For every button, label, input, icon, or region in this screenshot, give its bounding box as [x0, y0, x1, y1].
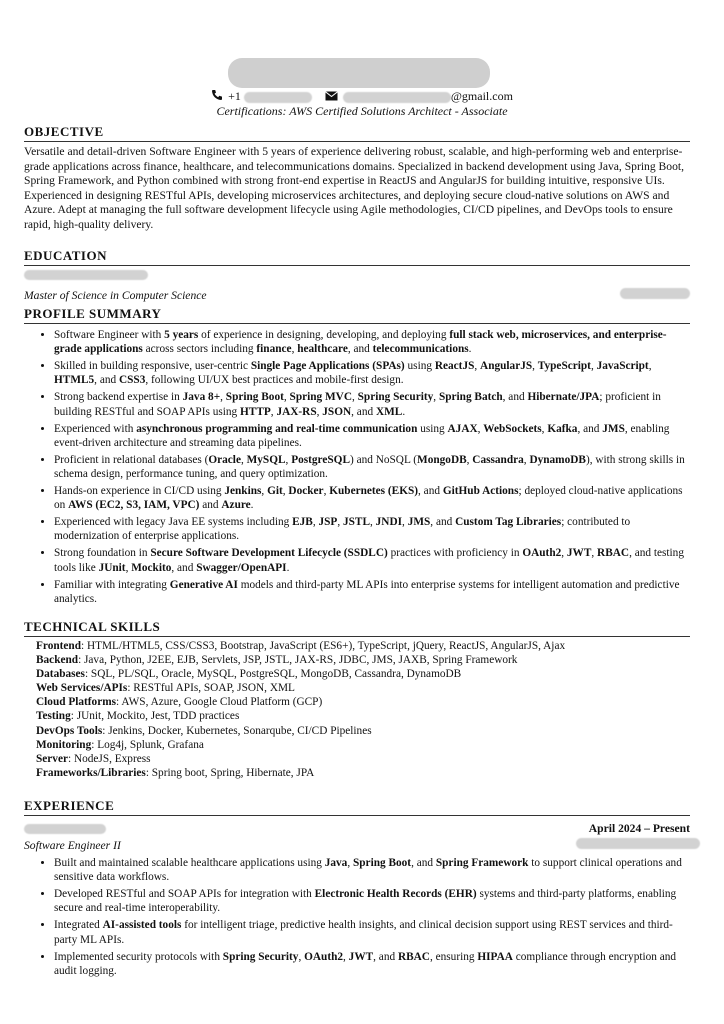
skill-values: : Jenkins, Docker, Kubernetes, Sonarqube, CI/CD Pipelines: [102, 724, 372, 737]
bold-term: Java 8+: [182, 391, 221, 404]
profile-summary-item: [54, 578, 690, 607]
profile-summary-item: [54, 328, 690, 357]
skill-values: : AWS, Azure, Google Cloud Platform (GCP): [116, 696, 323, 709]
skill-category: Monitoring: [36, 738, 92, 751]
skill-values: : JUnit, Mockito, Jest, TDD practices: [70, 710, 240, 723]
bold-term: healthcare: [297, 343, 348, 356]
bold-term: AngularJS: [480, 360, 533, 373]
bold-term: JUnit: [98, 561, 126, 574]
bold-term: Cassandra: [472, 453, 524, 466]
bold-term: Git: [267, 484, 283, 497]
section-title-objective: OBJECTIVE: [24, 124, 690, 142]
skill-category: Server: [36, 752, 68, 765]
text-segment: Strong backend expertise in: [54, 391, 183, 404]
skill-category: Frontend: [36, 640, 81, 652]
skill-category: Testing: [36, 710, 71, 723]
text-segment: models and third-party ML APIs into enterprise systems for intelligent automation and predictive analytics.: [54, 578, 680, 605]
bold-term: JSP: [318, 516, 338, 529]
text-segment: ,: [590, 360, 597, 373]
bold-term: OAuth2: [304, 950, 344, 963]
text-segment: , and: [411, 857, 436, 869]
experience-bullet: [54, 950, 690, 979]
experience-bullet: [54, 887, 690, 916]
text-segment: ,: [343, 950, 349, 963]
bold-term: JAX-RS: [276, 405, 317, 418]
bold-term: RBAC: [597, 547, 630, 560]
education-section: [24, 248, 690, 304]
text-segment: Strong foundation in: [54, 547, 151, 560]
bold-term: Spring Boot: [225, 391, 284, 404]
bold-term: Generative AI: [169, 578, 238, 591]
bold-term: JNDI: [375, 516, 403, 529]
text-segment: , and: [502, 391, 528, 404]
phone-contact: [211, 89, 312, 105]
bold-term: Single Page Applications (SPAs): [250, 360, 405, 373]
profile-summary-list: [24, 328, 690, 606]
redacted-school: [24, 270, 148, 280]
skill-category: DevOps Tools: [36, 724, 103, 737]
experience-bullet: [54, 918, 690, 947]
skill-row: [36, 667, 690, 681]
skill-category: Web Services/APIs: [36, 682, 128, 695]
bold-term: Spring Boot: [352, 857, 412, 869]
bold-term: Docker: [288, 484, 324, 497]
text-segment: using: [417, 422, 448, 435]
text-segment: Proficient in relational databases (: [54, 453, 209, 466]
text-segment: Software Engineer with: [54, 329, 165, 341]
text-segment: , ensuring: [429, 950, 478, 963]
text-segment: ,: [648, 360, 652, 373]
skill-values: : SQL, PL/SQL, Oracle, MySQL, PostgreSQL, MongoDB, Cassandra, DynamoDB: [84, 668, 462, 681]
text-segment: .: [402, 405, 406, 418]
objective-text: Versatile and detail-driven Software Engineer with 5 years of experience delivering robust, scalable, and high-performing web and enterprise-grade applications across finance, healthcare, and telecommunications domains. Specialized in backend development using Java, Spring Boot, Spring Framework, and Python combined with strong front-end expertise in ReactJS and AngularJS for building intuitive, responsive UIs. Experienced in designing RESTful APIs, developing microservices architectures, and deploying secure cloud-native solutions on AWS and Azure. Adept at managing the full software development lifecycle using Agile methodologies, CI/CD pipelines, and DevOps tools to ensure rapid, high-quality delivery.: [24, 145, 684, 231]
profile-summary-item: [54, 453, 690, 482]
experience-section: [24, 798, 690, 981]
profile-summary-item: [54, 359, 690, 388]
redacted-name: [228, 58, 490, 88]
text-segment: ,: [282, 484, 289, 497]
experience-bullet: [54, 856, 690, 885]
text-segment: ,: [312, 516, 319, 529]
bold-term: RBAC: [397, 950, 430, 963]
education-school-row: [24, 266, 690, 286]
text-segment: ) and NoSQL (: [350, 453, 418, 466]
bold-term: Kubernetes (EKS): [329, 484, 419, 497]
bold-term: GitHub Actions: [442, 484, 519, 497]
bold-term: Spring Framework: [435, 857, 529, 869]
text-segment: Experienced with legacy Java EE systems including: [54, 516, 293, 529]
skill-category: Backend: [36, 654, 79, 667]
text-segment: .: [468, 343, 472, 356]
skill-values: : Spring boot, Spring, Hibernate, JPA: [145, 766, 315, 779]
email-contact[interactable]: [325, 89, 513, 105]
skill-row: [36, 639, 690, 653]
redacted-phone: [244, 92, 312, 103]
bold-term: XML: [375, 405, 403, 418]
profile-summary-item: [54, 515, 690, 544]
text-segment: ,: [433, 391, 439, 404]
bold-term: full stack web, microservices, and enterprise-grade applications: [54, 329, 667, 356]
redacted-company: [24, 824, 106, 834]
bold-term: Azure: [221, 499, 251, 512]
text-segment: and: [199, 499, 222, 512]
section-title-education: EDUCATION: [24, 248, 690, 266]
text-segment: .: [286, 561, 290, 574]
bold-term: AWS (EC2, S3, IAM, VPC): [68, 499, 200, 512]
bold-term: MongoDB: [417, 453, 467, 466]
skill-category: Frameworks/Libraries: [36, 766, 146, 779]
text-segment: Familiar with integrating: [54, 578, 170, 591]
text-segment: , and: [373, 950, 398, 963]
skill-values: : HTML/HTML5, CSS/CSS3, Bootstrap, JavaScript (ES6+), TypeScript, jQuery, ReactJS, AngularJS, Ajax: [80, 640, 566, 652]
technical-skills-section: [24, 619, 690, 780]
bold-term: WebSockets: [483, 422, 542, 435]
bold-term: Kafka: [547, 422, 578, 435]
text-segment: , and: [351, 405, 376, 418]
bold-term: DynamoDB: [529, 453, 586, 466]
redacted-education-date: [620, 288, 690, 299]
technical-skills-list: [24, 639, 690, 780]
redacted-location: [576, 838, 700, 849]
text-segment: ,: [283, 391, 290, 404]
text-segment: systems and third-party platforms, enabling secure and real-time interoperability.: [54, 888, 677, 915]
certifications-line: Certifications: AWS Certified Solutions Architect - Associate: [216, 104, 508, 118]
experience-role-row: [24, 836, 690, 854]
text-segment: ; proficient in building RESTful and SOAP APIs using: [54, 391, 661, 418]
profile-summary-item: [54, 390, 690, 419]
text-segment: , and testing tools like: [54, 547, 684, 574]
text-segment: ,: [337, 516, 343, 529]
text-segment: ,: [347, 857, 353, 869]
text-segment: for intelligent triage, predictive health insights, and clinical decision support using REST services and third-party ML APIs.: [54, 919, 673, 946]
text-segment: compliance through encryption and audit logging.: [54, 950, 677, 977]
text-segment: ,: [532, 360, 538, 373]
bold-term: Spring Security: [222, 950, 299, 963]
phone-text: +1: [228, 89, 241, 104]
experience-company-row: [24, 822, 690, 836]
skill-category: Databases: [36, 668, 85, 681]
skill-row: [36, 766, 690, 780]
objective-section: [24, 124, 690, 233]
skill-row: [36, 752, 690, 766]
text-segment: ), with strong skills in schema design, performance tuning, and query optimization.: [54, 453, 685, 481]
bold-term: Spring Batch: [438, 391, 503, 404]
text-segment: practices with proficiency in: [387, 547, 523, 560]
text-segment: ,: [370, 516, 376, 529]
text-segment: ,: [402, 516, 408, 529]
envelope-icon: [325, 90, 338, 105]
section-title-profile-summary: PROFILE SUMMARY: [24, 306, 690, 324]
bold-term: 5 years: [164, 329, 199, 341]
profile-summary-item: [54, 546, 690, 575]
text-segment: .: [250, 499, 254, 512]
text-segment: ,: [466, 453, 473, 466]
profile-summary-section: [24, 306, 690, 609]
text-segment: Integrated: [54, 919, 103, 932]
text-segment: , and: [430, 516, 456, 529]
bold-term: JMS: [407, 516, 431, 529]
bold-term: JSTL: [342, 516, 370, 529]
text-segment: , enabling event-driven architecture and streaming data pipelines.: [54, 422, 670, 449]
text-segment: , and: [347, 343, 373, 356]
text-segment: ,: [298, 950, 305, 963]
skill-values: : RESTful APIs, SOAP, JSON, XML: [127, 682, 295, 695]
profile-summary-item: [54, 484, 690, 513]
bold-term: EJB: [292, 516, 313, 529]
bold-term: finance: [256, 343, 292, 356]
experience-bullets: [24, 856, 690, 978]
phone-icon: [211, 89, 223, 105]
education-degree-row: [24, 286, 690, 304]
text-segment: ; contributed to modernization of enterprise applications.: [54, 516, 631, 543]
bold-term: Spring MVC: [289, 391, 352, 404]
text-segment: ,: [240, 453, 247, 466]
experience-date: April 2024 – Present: [588, 822, 690, 835]
redacted-email-user: [343, 92, 451, 103]
text-segment: ,: [591, 547, 598, 560]
text-segment: , and: [418, 484, 443, 497]
contact-line: [0, 89, 724, 105]
text-segment: ,: [316, 405, 323, 418]
experience-role: Software Engineer II: [24, 839, 121, 852]
bold-term: Oracle: [208, 453, 241, 466]
text-segment: ,: [523, 453, 530, 466]
bold-term: PostgreSQL: [291, 453, 350, 466]
text-segment: Implemented security protocols with: [54, 950, 223, 963]
bold-term: JMS: [602, 422, 625, 435]
bold-term: ReactJS: [434, 360, 475, 373]
email-domain: @gmail.com: [450, 89, 513, 104]
skill-row: [36, 653, 690, 667]
skill-row: [36, 709, 690, 723]
skill-row: [36, 695, 690, 709]
bold-term: Custom Tag Libraries: [455, 516, 562, 529]
text-segment: , and: [94, 374, 119, 387]
section-title-experience: EXPERIENCE: [24, 798, 690, 816]
text-segment: ,: [541, 422, 548, 435]
bold-term: OAuth2: [522, 547, 562, 560]
text-segment: ; deployed cloud-native applications on: [54, 484, 683, 512]
skill-row: [36, 724, 690, 738]
text-segment: ,: [323, 484, 330, 497]
education-degree: Master of Science in Computer Science: [24, 289, 207, 302]
text-segment: ,: [270, 405, 277, 418]
skill-row: [36, 738, 690, 752]
text-segment: ,: [285, 453, 292, 466]
bold-term: HIPAA: [477, 950, 513, 963]
text-segment: ,: [220, 391, 226, 404]
bold-term: telecommunications: [372, 343, 469, 356]
profile-summary-item: [54, 422, 690, 451]
bold-term: Swagger/OpenAPI: [196, 561, 287, 574]
bold-term: Hibernate/JPA: [527, 391, 600, 404]
bold-term: AJAX: [447, 422, 478, 435]
skill-values: : Java, Python, J2EE, EJB, Servlets, JSP, JSTL, JAX-RS, JDBC, JMS, JAXB, Spring Framework: [78, 654, 518, 667]
text-segment: Developed RESTful and SOAP APIs for integration with: [54, 888, 315, 901]
bold-term: JSON: [322, 405, 352, 418]
text-segment: Experienced with: [54, 422, 137, 435]
bold-term: JavaScript: [596, 360, 649, 373]
text-segment: using: [404, 360, 435, 373]
bold-term: Electronic Health Records (EHR): [314, 888, 477, 901]
text-segment: Hands-on experience in CI/CD using: [54, 484, 225, 497]
bold-term: JWT: [348, 950, 374, 963]
text-segment: ,: [561, 547, 567, 560]
bold-term: AI-assisted tools: [102, 919, 182, 932]
bold-term: HTTP: [240, 405, 271, 418]
text-segment: ,: [261, 484, 268, 497]
bold-term: HTML5: [54, 374, 95, 387]
text-segment: ,: [477, 422, 484, 435]
section-title-technical-skills: TECHNICAL SKILLS: [24, 619, 690, 637]
text-segment: Skilled in building responsive, user-centric: [54, 360, 251, 373]
skill-category: Cloud Platforms: [36, 696, 117, 709]
text-segment: , and: [577, 422, 603, 435]
bold-term: asynchronous programming and real-time communication: [136, 422, 418, 435]
bold-term: TypeScript: [537, 360, 591, 373]
bold-term: CSS3: [118, 374, 146, 387]
text-segment: ,: [291, 343, 298, 356]
text-segment: , following UI/UX best practices and mobile-first design.: [145, 374, 404, 387]
text-segment: ,: [125, 561, 132, 574]
text-segment: of experience in designing, developing, and deploying: [198, 329, 450, 341]
bold-term: MySQL: [246, 453, 286, 466]
text-segment: ,: [474, 360, 481, 373]
text-segment: to support clinical operations and sensitive data workflows.: [54, 857, 682, 884]
text-segment: , and: [171, 561, 197, 574]
text-segment: ,: [351, 391, 358, 404]
bold-term: Spring Security: [357, 391, 434, 404]
text-segment: Built and maintained scalable healthcare applications using: [54, 857, 325, 869]
text-segment: across sectors including: [142, 343, 257, 356]
skill-row: [36, 681, 690, 695]
bold-term: JWT: [566, 547, 592, 560]
skill-values: : NodeJS, Express: [68, 752, 151, 765]
bold-term: Java: [324, 857, 348, 869]
bold-term: Secure Software Development Lifecycle (SSDLC): [150, 547, 388, 560]
skill-values: : Log4j, Splunk, Grafana: [91, 738, 204, 751]
bold-term: Mockito: [131, 561, 172, 574]
bold-term: Jenkins: [224, 484, 262, 497]
